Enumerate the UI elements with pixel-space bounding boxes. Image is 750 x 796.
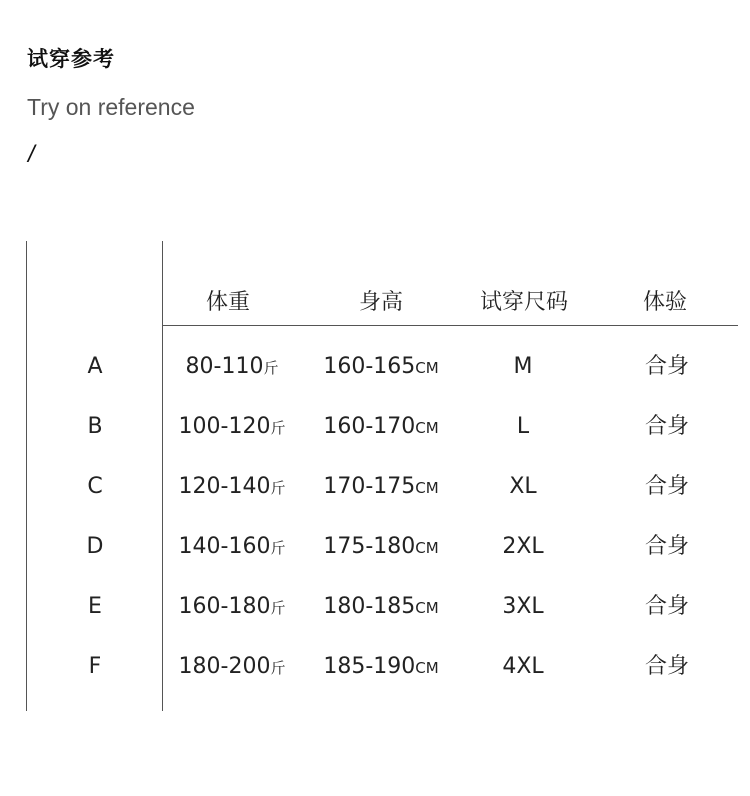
weight-cell: 80-110斤 bbox=[185, 354, 279, 379]
weight-cell: 180-200斤 bbox=[178, 654, 286, 679]
fit-cell: 合身 bbox=[644, 474, 689, 499]
height-cell: 175-180CM bbox=[323, 534, 439, 559]
row-label: E bbox=[88, 594, 102, 619]
column-header-weight: 体重 bbox=[205, 290, 250, 315]
slash-divider: / bbox=[28, 141, 35, 168]
row-label: D bbox=[86, 534, 104, 559]
column-header-height: 身高 bbox=[358, 290, 403, 315]
fit-cell: 合身 bbox=[644, 534, 689, 559]
size-cell: L bbox=[516, 414, 530, 439]
fit-cell: 合身 bbox=[644, 354, 689, 379]
height-cell: 160-165CM bbox=[323, 354, 439, 379]
height-cell: 185-190CM bbox=[323, 654, 439, 679]
row-label: A bbox=[87, 354, 103, 379]
page-subtitle-en: Try on reference bbox=[27, 94, 195, 120]
size-cell: M bbox=[513, 354, 533, 379]
height-cell: 160-170CM bbox=[323, 414, 439, 439]
size-cell: 2XL bbox=[502, 534, 544, 559]
fit-cell: 合身 bbox=[644, 594, 689, 619]
weight-cell: 120-140斤 bbox=[178, 474, 286, 499]
size-cell: 4XL bbox=[502, 654, 544, 679]
size-cell: 3XL bbox=[502, 594, 544, 619]
fit-cell: 合身 bbox=[644, 414, 689, 439]
weight-cell: 160-180斤 bbox=[178, 594, 286, 619]
height-cell: 180-185CM bbox=[323, 594, 439, 619]
column-header-size: 试穿尺码 bbox=[479, 290, 568, 315]
row-label: B bbox=[87, 414, 103, 439]
column-header-fit: 体验 bbox=[642, 290, 687, 315]
page-title-cn: 试穿参考 bbox=[27, 47, 115, 71]
table-header-underline bbox=[162, 325, 738, 326]
weight-cell: 100-120斤 bbox=[178, 414, 286, 439]
row-label: F bbox=[88, 654, 102, 679]
height-cell: 170-175CM bbox=[323, 474, 439, 499]
fit-cell: 合身 bbox=[644, 654, 689, 679]
size-cell: XL bbox=[509, 474, 537, 499]
weight-cell: 140-160斤 bbox=[178, 534, 286, 559]
table-left-border bbox=[26, 241, 27, 711]
row-label: C bbox=[87, 474, 103, 499]
